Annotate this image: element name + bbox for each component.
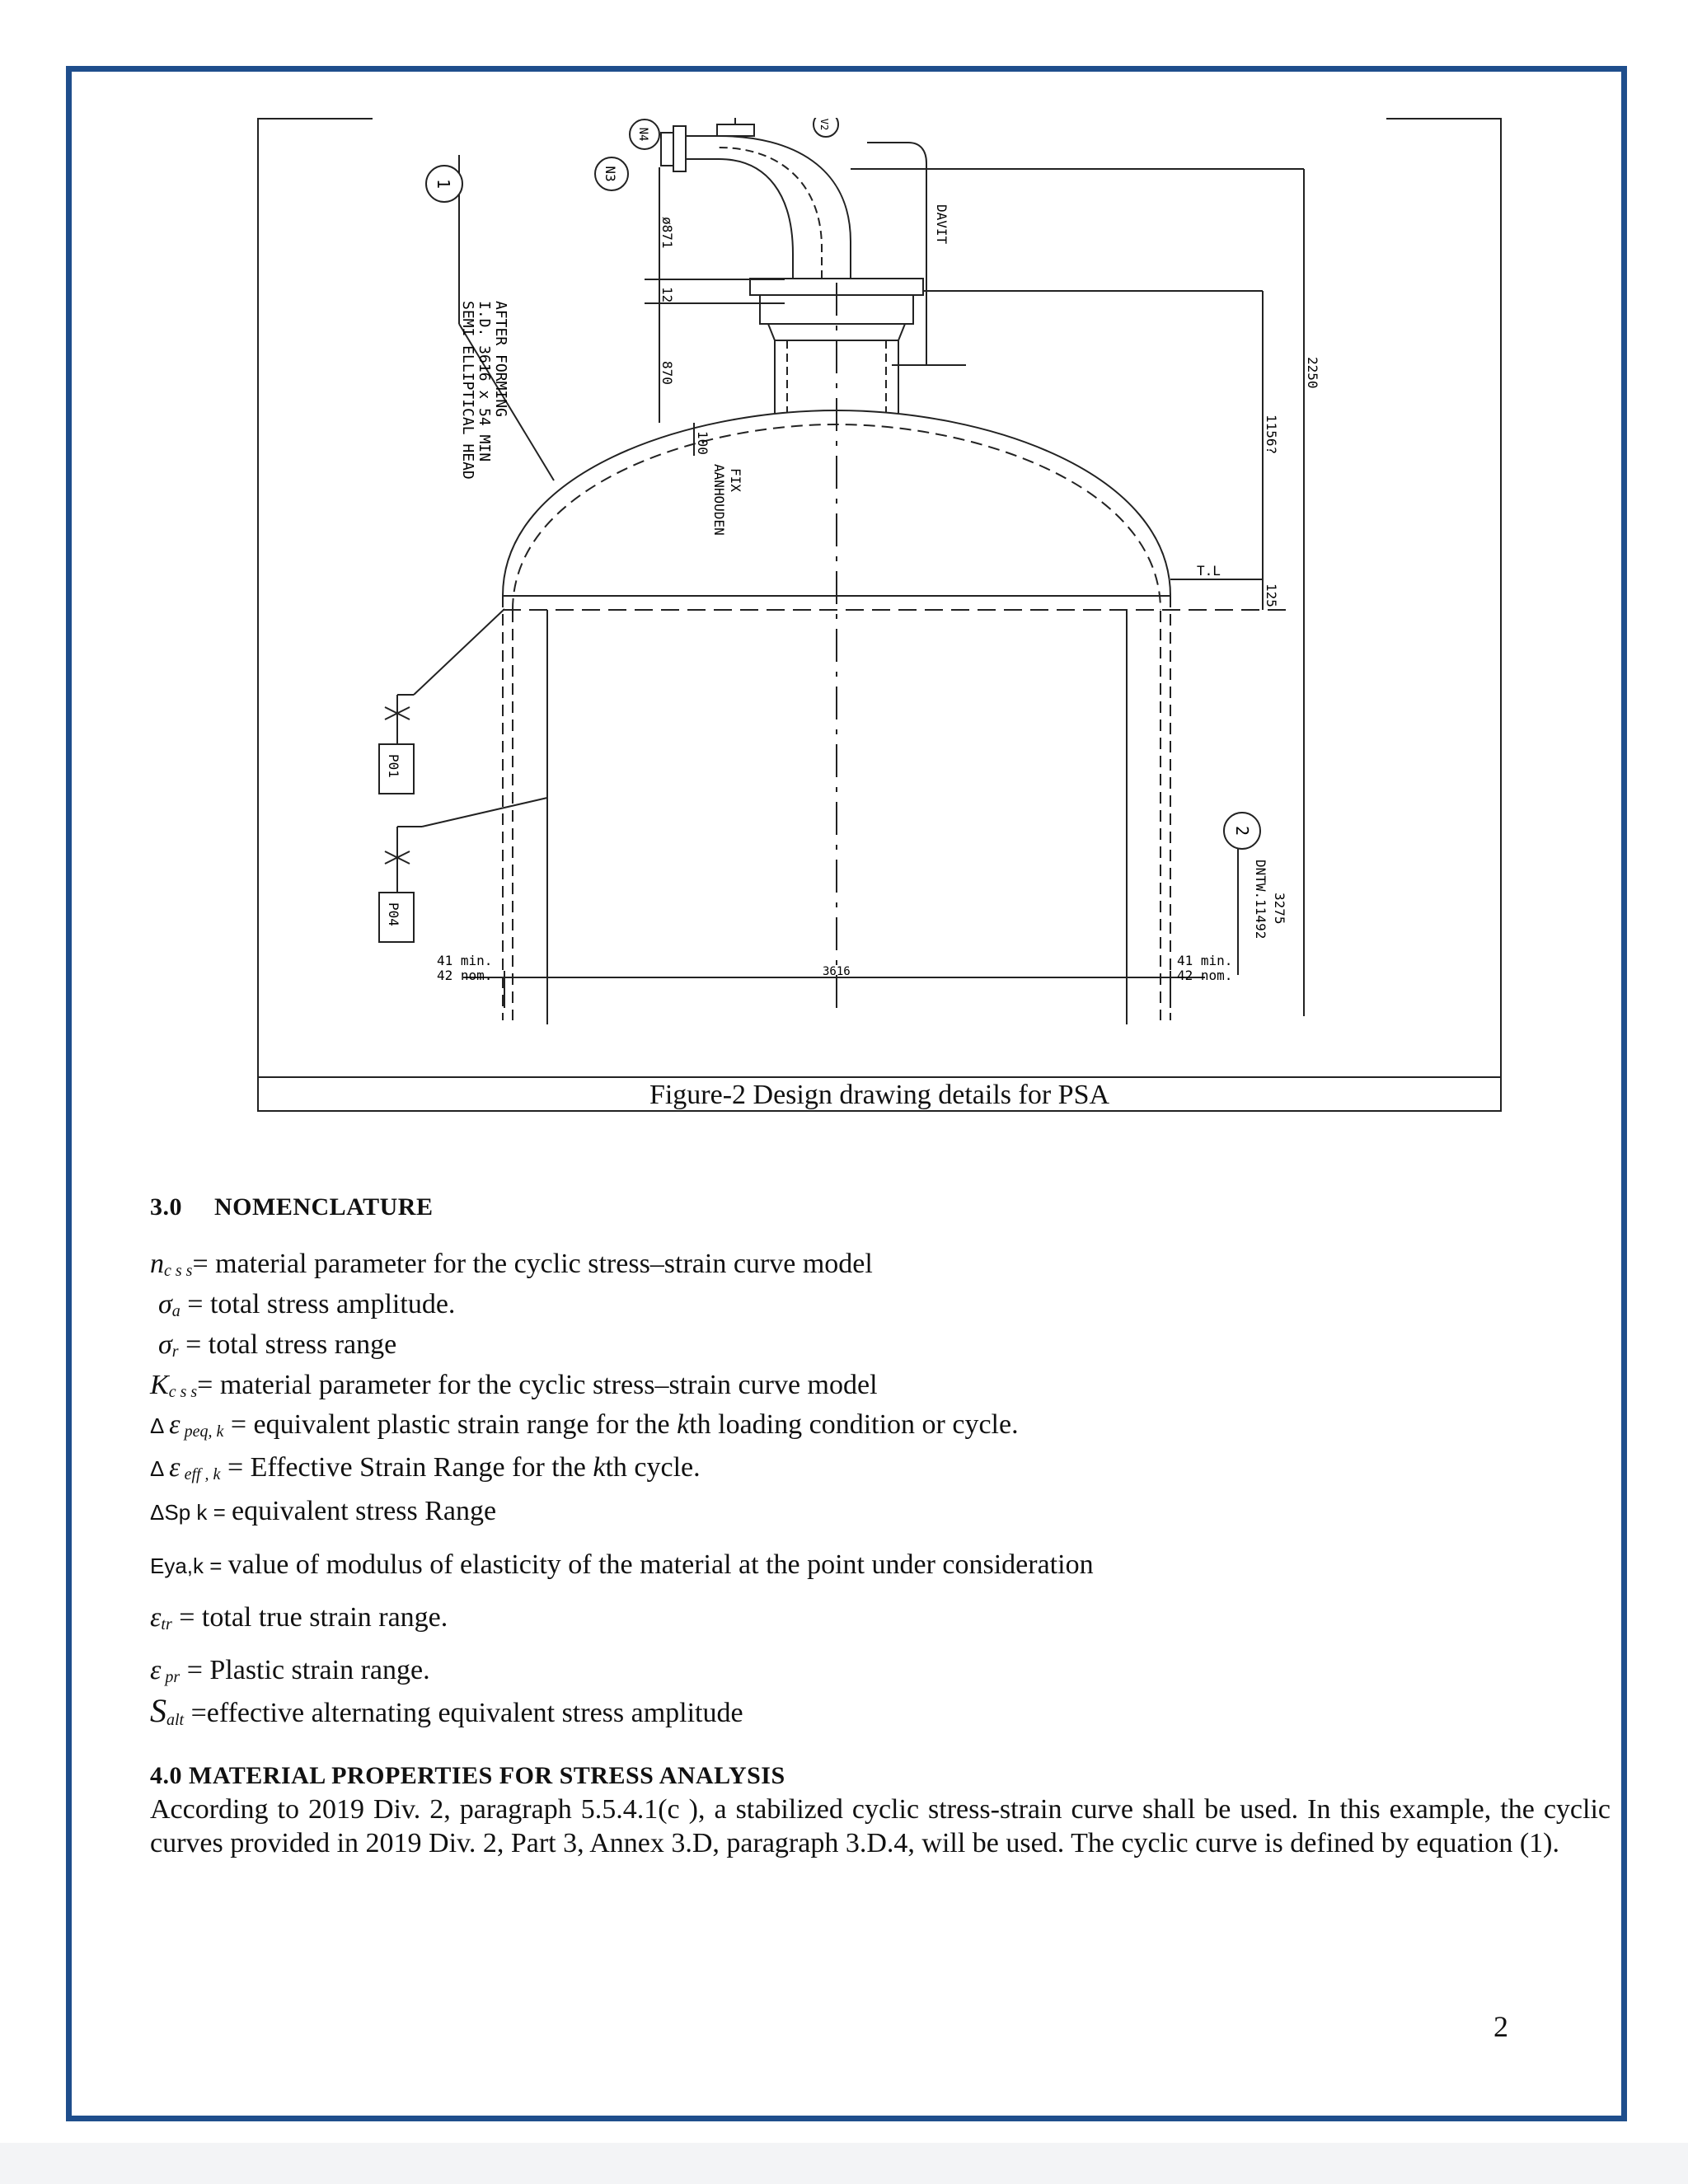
symbol-subscript: peq, k — [180, 1422, 224, 1441]
nomenclature-item — [150, 1691, 743, 1730]
dim-100: 100 — [695, 431, 710, 455]
nomenclature-item — [150, 1249, 873, 1280]
left-thickness-nom: 42 nom. — [437, 968, 493, 983]
dim-3275: 3275 — [1272, 893, 1287, 925]
dim-870: 870 — [659, 361, 675, 385]
davit-label: DAVIT — [934, 204, 950, 245]
symbol-subscript: pr — [161, 1668, 181, 1686]
nozzle-n4-label: N4 — [636, 127, 649, 142]
symbol-subscript: c s s — [168, 1383, 198, 1401]
dim-125: 125 — [1264, 583, 1279, 607]
symbol: ε — [169, 1452, 181, 1483]
definition-end: th loading condition or cycle. — [689, 1409, 1019, 1440]
symbol: σ — [158, 1329, 172, 1360]
page-bottom-margin — [0, 2143, 1688, 2184]
symbol-subscript: c s s — [164, 1262, 193, 1280]
symbol: ε — [150, 1602, 162, 1633]
definition: =effective alternating equivalent stress amplitude — [184, 1698, 743, 1728]
dim-871: ø871 — [659, 217, 675, 249]
nozzle-v2-label: V2 — [818, 118, 830, 131]
symbol-subscript: r — [171, 1343, 179, 1361]
symbol: S — [150, 1692, 166, 1729]
right-thickness-min: 41 min. — [1177, 953, 1233, 968]
definition: = total stress amplitude. — [180, 1289, 456, 1319]
nozzle-n3-label: N3 — [603, 166, 618, 182]
nomenclature-item — [158, 1329, 396, 1361]
delta-prefix: Δ — [150, 1413, 170, 1438]
item1-note: SEMI ELLIPTICAL HEAD — [459, 301, 476, 480]
tangent-line-label: T.L — [1197, 563, 1221, 579]
left-thickness-min: 41 min. — [437, 953, 493, 968]
delta-prefix: Δ — [150, 1456, 170, 1481]
item2-bubble-label: 2 — [1232, 825, 1252, 837]
definition-end: th cycle. — [605, 1452, 701, 1483]
page-number: 2 — [1493, 2010, 1508, 2043]
dim-12: 12 — [659, 287, 675, 303]
section-heading-material-properties — [150, 1762, 785, 1790]
k-symbol: k — [593, 1452, 606, 1483]
definition: value of modulus of elasticity of the material at the point under consideration — [227, 1549, 1094, 1580]
p01-label: P01 — [386, 754, 401, 778]
section-heading-nomenclature — [150, 1193, 433, 1221]
dim-2250: 2250 — [1305, 357, 1320, 389]
design-drawing — [257, 118, 1502, 1076]
definition: = total true strain range. — [171, 1602, 448, 1633]
k-symbol: k — [677, 1409, 690, 1440]
symbol: ΔSp k = — [150, 1500, 232, 1525]
right-thickness-nom: 42 nom. — [1177, 968, 1233, 983]
definition: equivalent stress Range — [232, 1496, 497, 1526]
definition: = material parameter for the cyclic stress–strain curve model — [197, 1370, 878, 1400]
symbol: σ — [158, 1289, 172, 1319]
item1-note-3: AFTER FORMING — [492, 301, 509, 417]
item1-note-2: I.D. 3616 x 54 MIN — [476, 301, 493, 462]
aanhouden-label: AANHOUDEN — [711, 464, 727, 536]
nomenclature-item — [150, 1370, 878, 1401]
definition: = equivalent plastic strain range for the — [223, 1409, 678, 1440]
p04-label: P04 — [386, 902, 401, 926]
nomenclature-item — [150, 1409, 1019, 1441]
definition: = Effective Strain Range for the — [220, 1452, 593, 1483]
nomenclature-item — [150, 1655, 430, 1686]
section-title: MATERIAL PROPERTIES FOR STRESS ANALYSIS — [189, 1762, 785, 1789]
symbol-subscript: eff , k — [180, 1465, 221, 1483]
symbol: n — [150, 1249, 164, 1279]
nomenclature-item — [150, 1496, 496, 1527]
body-paragraph: According to 2019 Div. 2, paragraph 5.5.4.1(c ), a stabilized cyclic stress-strain curve shall be used. In this example, the cyclic curves provided in 2019 Div. 2, Part 3, Annex 3.D, paragraph 3.D.4, will be used. The cyclic curve is defined by equation (1). — [150, 1794, 1611, 1858]
definition: = Plastic strain range. — [180, 1655, 430, 1685]
nomenclature-item — [150, 1452, 701, 1483]
nomenclature-item — [150, 1549, 1094, 1581]
section-number: 4.0 — [150, 1762, 182, 1789]
section-title: NOMENCLATURE — [214, 1193, 434, 1221]
nomenclature-item — [158, 1289, 455, 1320]
symbol-subscript: tr — [161, 1615, 172, 1633]
symbol: Eya,k = — [150, 1554, 228, 1578]
figure-caption: Figure-2 Design drawing details for PSA — [257, 1076, 1502, 1112]
symbol-subscript: a — [171, 1302, 181, 1320]
dim-3616: 3616 — [823, 965, 851, 978]
item1-bubble-label: 1 — [434, 178, 453, 190]
section-number: 3.0 — [150, 1193, 182, 1221]
symbol: ε — [169, 1409, 181, 1440]
symbol-subscript: alt — [166, 1711, 185, 1729]
dntw-label: DNTW.11492 — [1253, 860, 1268, 940]
dim-1156: 1156? — [1264, 415, 1279, 455]
definition: = total stress range — [178, 1329, 397, 1360]
symbol: K — [150, 1370, 169, 1400]
definition: = material parameter for the cyclic stress–strain curve model — [192, 1249, 873, 1279]
nomenclature-item — [150, 1602, 448, 1633]
fix-label: FIX — [728, 468, 743, 492]
symbol: ε — [150, 1655, 162, 1685]
